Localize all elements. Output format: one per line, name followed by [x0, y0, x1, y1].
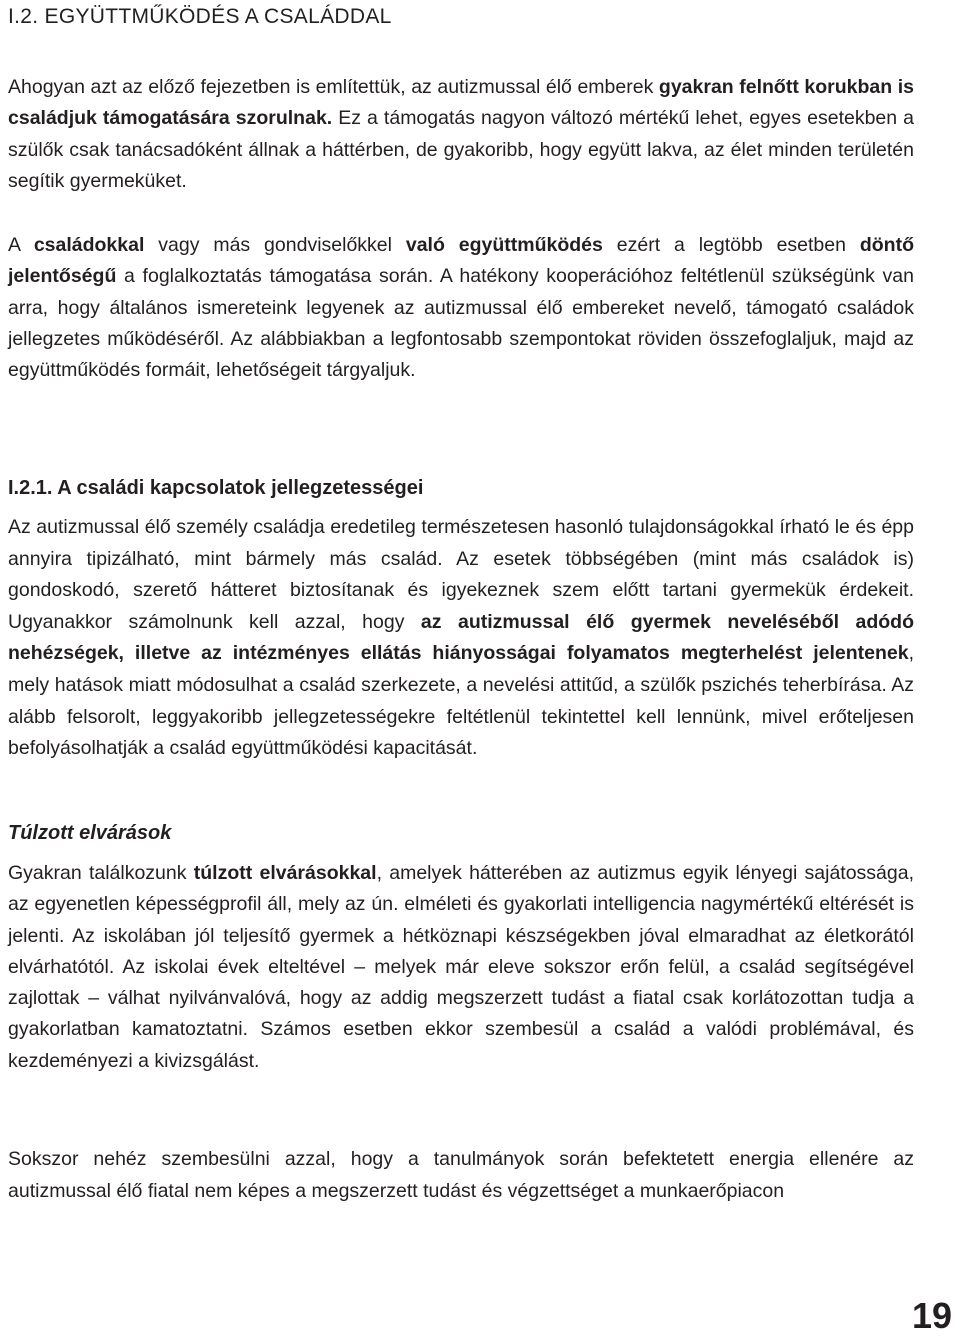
p2-bold-2: való együttműködés [405, 234, 603, 256]
p2-bold-3: döntő jelentőségű [8, 234, 914, 288]
p2-text-1: A [8, 234, 34, 256]
page-number: 19 [911, 1295, 952, 1336]
p2-bold-1: családokkal [33, 234, 145, 256]
p4-text-2: , amelyek hátterében az autizmus egyik lényegi sajátossága, az egyenetlen képességprofil áll, mely az ún. elméleti és gyakorlati intelligencia nagymértékű eltérését is jelenti. Az iskolában jól teljesítő gyermek a hétköznapi készségekben jóval elmaradhat az életkorától elvárhatótól. Az iskolai évek elteltével – melyek már eleve sokszor erőn felül, a család segítségével zajlottak – válhat nyilvánvalóvá, hogy az addig megszerzett tudást a fiatal csak korlátozottan tudja a gyakorlatban kamatoztatni. Számos esetben ekkor szembesül a család a valódi problémával, és kezdeményezi a kivizsgálást. [8, 862, 915, 1072]
paragraph-2 [8, 230, 914, 386]
section-title: I.2. EGYÜTTMŰKÖDÉS A CSALÁDDAL [8, 5, 392, 28]
paragraph-5 [8, 1144, 914, 1207]
p1-bold-1: gyakran felnőtt korukban is családjuk támogatására szorulnak. [8, 76, 914, 130]
subsection-title: I.2.1. A családi kapcsolatok jellegzetességei [8, 477, 424, 499]
p2-text-3: ezért a legtöbb esetben [602, 234, 860, 256]
p1-text-1: Ahogyan azt az előző fejezetben is említettük, az autizmussal élő emberek [8, 76, 659, 98]
p2-text-2: vagy más gondviselőkkel [144, 234, 406, 256]
p3-bold-1: az autizmussal élő gyermek neveléséből adódó nehézségek, illetve az intézményes ellátás hiányosságai folyamatos megterhelést jelentenek [8, 610, 914, 665]
p4-bold-1: túlzott elvárásokkal [193, 862, 377, 884]
p4-text-1: Gyakran találkozunk [8, 862, 194, 884]
p1-text-2: Ez a támogatás nagyon változó mértékű lehet, egyes esetekben a szülők csak tanácsadóként állnak a háttérben, de gyakoribb, hogy együtt lakva, az élet minden területén segítik gyermeküket. [8, 107, 915, 192]
p3-text-1: Az autizmussal élő személy családja eredetileg természetesen hasonló tulajdonságokkal írható le és épp annyira tipizálható, mint bármely más család. Az esetek többségében (mint más családok is) gondoskodó, szerető hátteret biztosítanak és igyekeznek szem előtt tartani gyermekük érdekeit. Ugyanakkor számolnunk kell azzal, hogy [8, 516, 914, 633]
p2-text-4: a foglalkoztatás támogatása során. A hatékony kooperációhoz feltétlenül szükségünk van arra, hogy általános ismereteink legyenek az autizmussal élő embereket nevelő, támogató családok jellegzetes működéséről. Az alábbiakban a legfontosabb szempontokat röviden összefoglaljuk, majd az együttműködés formáit, lehetőségeit tárgyaljuk. [8, 265, 914, 382]
topic-title: Túlzott elvárások [8, 822, 172, 844]
paragraph-4 [8, 858, 914, 1077]
paragraph-3 [8, 512, 914, 765]
p5-text-1: Sokszor nehéz szembesülni azzal, hogy a tanulmányok során befektetett energia ellenére az autizmussal élő fiatal nem képes a megszerzett tudást és végzettséget a munkaerőpiacon [8, 1148, 914, 1202]
p3-text-2: , mely hatások miatt módosulhat a család szerkezete, a nevelési attitűd, a szülők pszichés teherbírása. Az alább felsorolt, leggyakoribb jellegzetességekre feltétlenül tekintettel kell lennünk, mivel erőteljesen befolyásolhatják a család együttműködési kapacitását. [8, 642, 914, 760]
paragraph-1 [8, 72, 914, 197]
